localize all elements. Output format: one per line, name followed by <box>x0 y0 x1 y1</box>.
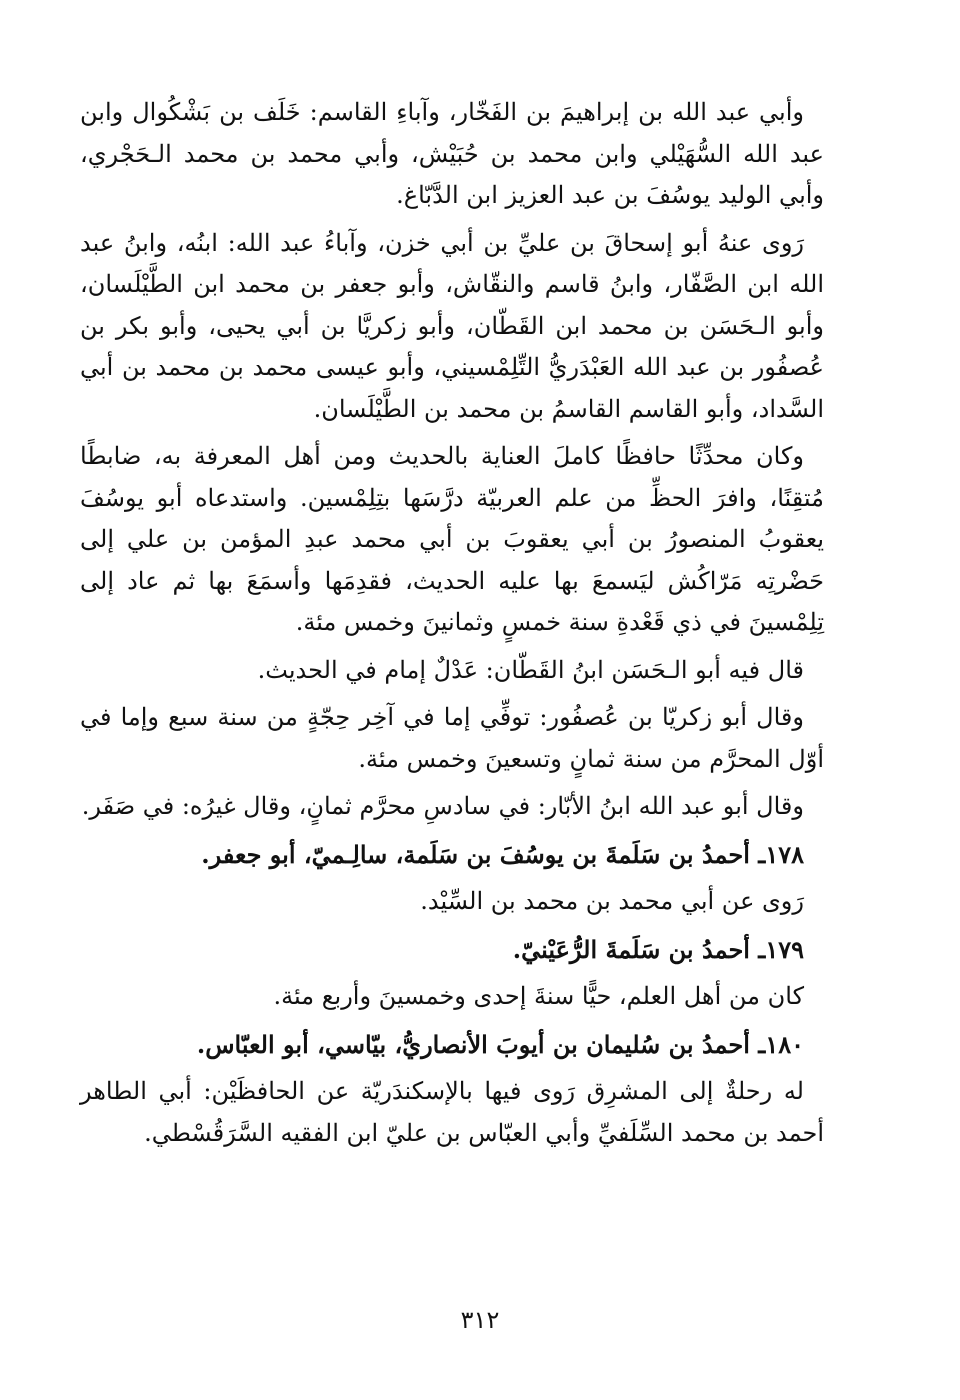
entry-heading-180: ١٨٠ـ أحمدُ بن سُليمان بن أيوبَ الأنصاريُّ، بيّاسي، أبو العبّاس. <box>196 1029 804 1059</box>
entry-heading-178: ١٧٨ـ أحمدُ بن سَلَمةَ بن يوسُفَ بن سَلَمة، سالِـميّ، أبو جعفر. <box>201 839 804 869</box>
paragraph-students: رَوى عنهُ أبو إسحاقَ بن عليِّ بن أبي خزن، وآباءُ عبد الله: ابنُه، وابنُ عبد الله ابن الصَّفّار، وابنُ قاسم والنقّاش، وأبو جعفر بن محمد ابن الطَّيْلَسان، وأبو الـحَسَن بن محمد ابن القَطّان، وأبو زكريَّا بن أبي يحيى، وأبو بكر بن عُصفُور بن عبد الله العَبْدَريُّ التِّلِمْسيني، وأبو عيسى محمد بن محمد بن أبي السَّداد، وأبو القاسم القاسمُ بن محمد بن الطَّيْلَسان. <box>80 228 824 423</box>
entry-heading-179: ١٧٩ـ أحمدُ بن سَلَمةَ الرُّعَيْنيّ. <box>512 934 804 964</box>
paragraph-entry-179: كان من أهل العلم، حيًّا سنةَ إحدى وخمسينَ وأربع مئة. <box>273 982 804 1010</box>
paragraph-ibn-qattan-quote: قال فيه أبو الـحَسَن ابنُ القَطّان: عَدْلٌ إمام في الحديث. <box>257 655 804 684</box>
paragraph-entry-178: رَوى عن أبي محمد بن محمد بن السِّيْد. <box>420 887 804 915</box>
page-number: ٣١٢ <box>460 1306 500 1334</box>
paragraph-death-date: وقال أبو زكريّا بن عُصفُور: توفِّي إما في آخِر حِجّةٍ من سنة سبع وإما في أوّل المحرَّم من سنة ثمانٍ وتسعينَ وخمس مئة. <box>80 703 824 773</box>
paragraph-entry-180: له رحلةٌ إلى المشرِق رَوى فيها بالإسكندَريّة عن الحافظَيْن: أبي الطاهر أحمد بن محمد السِّلَفيِّ وأبي العبّاس بن عليّ ابن الفقيه السَّرَقُسْطي. <box>80 1077 824 1147</box>
paragraph-ibn-abbar-quote: وقال أبو عبد الله ابنُ الأبّار: في سادسِ محرَّم ثمانٍ، وقال غيرُه: في صَفَر. <box>81 792 804 820</box>
paragraph-teachers-continued: وأبي عبد الله بن إبراهيمَ بن الفَخّار، وآباءِ القاسم: خَلَف بن بَشْكُوال وابن عبد الله السُّهَيْلي وابن محمد بن حُبَيْش، وأبي محمد بن محمد الـحَجْري، وأبي الوليد يوسُفَ بن عبد العزيز ابن الدَّبّاغ. <box>80 98 824 209</box>
text-block <box>80 92 824 1160</box>
paragraph-biography: وكان محدِّثًا حافظًا كاملَ العناية بالحديث ومن أهل المعرفة به، ضابطًا مُتقِنًا، وافرَ الحظِّ من علم العربيّة درَّسَها بتِلِمْسين. واستدعاه أبو يوسُفَ يعقوبُ المنصورُ بن أبي يعقوبَ بن أبي محمد عبدِ المؤمن بن علي إلى حَضْرتِه مَرّاكُش ليَسمعَ بها عليه الحديث، فقدِمَها وأسمَعَ بها ثم عاد إلى تِلِمْسينَ في ذي قَعْدةِ سنة خمسٍ وثمانينَ وخمس مئة. <box>80 442 824 636</box>
